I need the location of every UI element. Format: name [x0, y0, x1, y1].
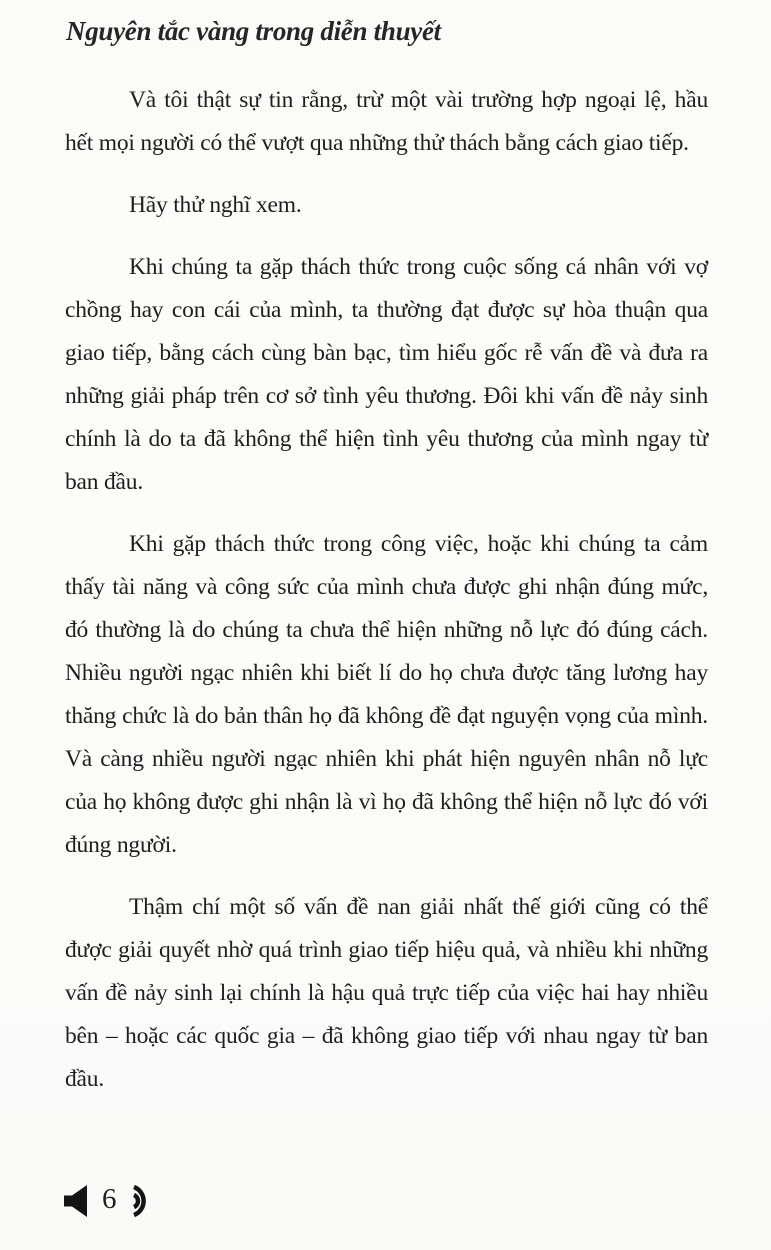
sound-waves-icon: [130, 1182, 153, 1220]
running-header: Nguyên tắc vàng trong diễn thuyết: [66, 16, 441, 46]
paragraph: Và tôi thật sự tin rằng, trừ một vài trường hợp ngoại lệ, hầu hết mọi người có thể vượt qua những thử thách bằng cách giao tiếp.: [65, 87, 708, 156]
paragraph: Hãy thử nghĩ xem.: [129, 192, 302, 218]
paragraph: Khi gặp thách thức trong công việc, hoặc khi chúng ta cảm thấy tài năng và công sức của mình chưa được ghi nhận đúng mức, đó thường là do chúng ta chưa thể hiện những nỗ lực đó đúng cách. Nhiều người ngạc nhiên khi biết lí do họ chưa được tăng lương hay thăng chức là do bản thân họ đã không đề đạt nguyện vọng của mình. Và càng nhiều người ngạc nhiên khi phát hiện nguyên nhân nỗ lực của họ không được ghi nhận là vì họ đã không thể hiện nỗ lực đó với đúng người.: [65, 531, 708, 858]
paragraph: Thậm chí một số vấn đề nan giải nhất thế giới cũng có thể được giải quyết nhờ quá trình giao tiếp hiệu quả, và nhiều khi những vấn đề nảy sinh lại chính là hậu quả trực tiếp của việc hai hay nhiều bên – hoặc các quốc gia – đã không giao tiếp với nhau ngay từ ban đầu.: [65, 894, 708, 1092]
paragraph: Khi chúng ta gặp thách thức trong cuộc sống cá nhân với vợ chồng hay con cái của mình, ta thường đạt được sự hòa thuận qua giao tiếp, bằng cách cùng bàn bạc, tìm hiểu gốc rễ vấn đề và đưa ra những giải pháp trên cơ sở tình yêu thương. Đôi khi vấn đề nảy sinh chính là do ta đã không thể hiện tình yêu thương của mình ngay từ ban đầu.: [65, 254, 708, 495]
page-body: [65, 79, 708, 1120]
speaker-icon: [64, 1185, 89, 1217]
page-footer: [64, 1182, 153, 1220]
page-number: 6: [102, 1183, 117, 1215]
